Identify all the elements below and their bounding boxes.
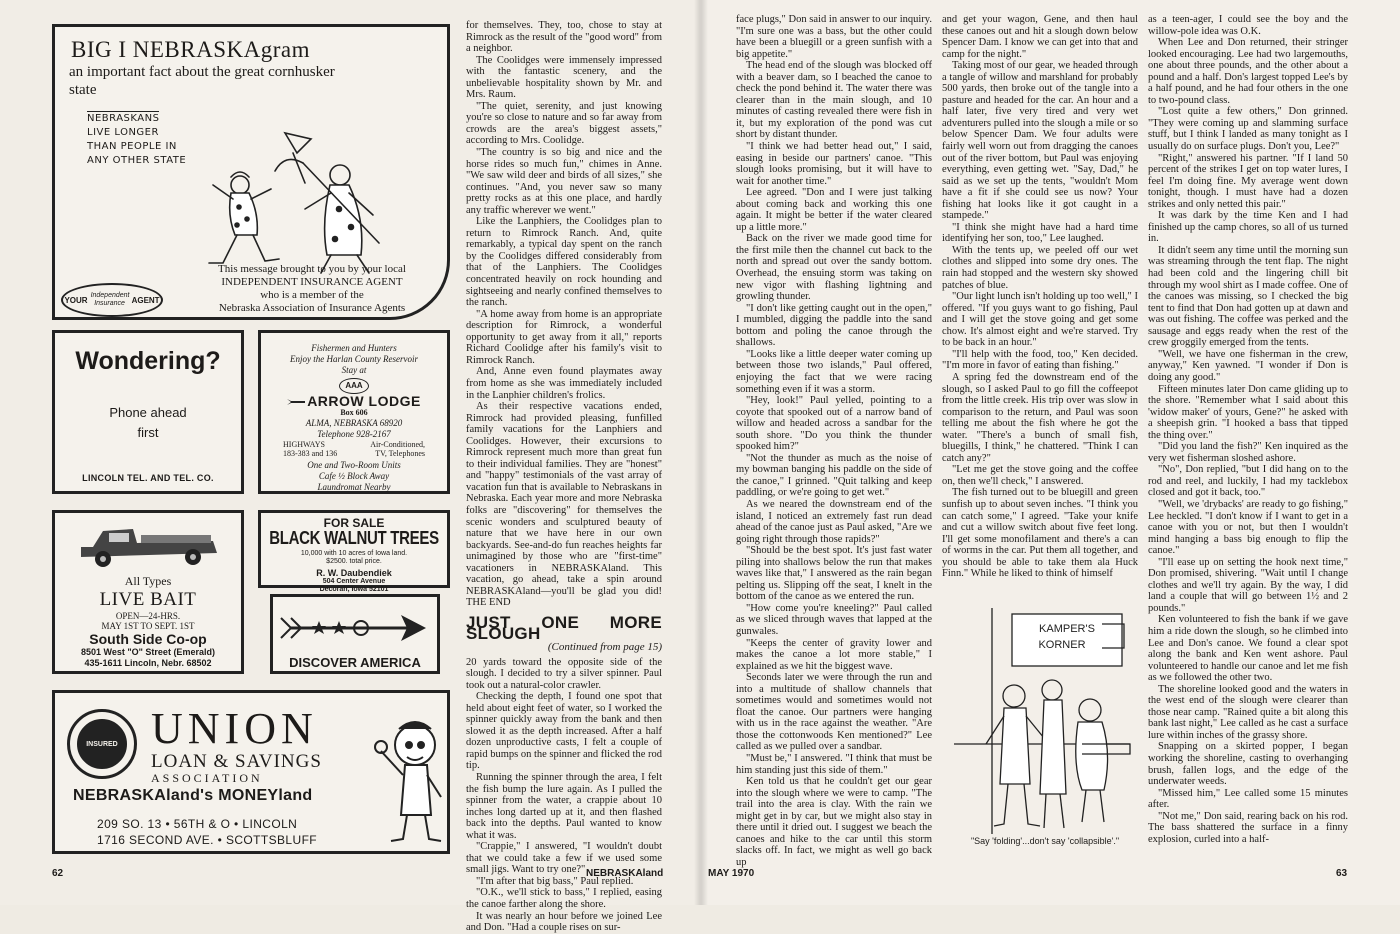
ad-subtitle: an important fact about the great cornhusker state xyxy=(69,64,335,98)
ad-line: FOR SALE xyxy=(323,516,385,530)
seal-text: Independent Insurance xyxy=(90,292,130,307)
paragraph: 20 yards toward the opposite side of the slough. I decided to try a silver spinner. Paul took out a natural-color crawler. xyxy=(466,656,662,691)
paragraph: as a teen-ager, I could see the boy and the willow-pole idea was O.K. xyxy=(1148,14,1348,37)
paragraph: "Missed him," Lee called some 15 minutes after. xyxy=(1148,787,1348,811)
address-line: Decorah, Iowa 52101 xyxy=(319,586,389,593)
paragraph: Taking most of our gear, we headed through a tangle of willow and marshland for probably 500 yards, then broke out of the tangle into a pasture and headed for the car. An hour and a half later, five very tired and very wet adventurers pulled into the slough a mile or so below Spencer Dam. We four adults were fairly well worn out from dragging the canoes out of the river bottom, but Paul was enjoying everything, even getting wet. "Say, Dad," he said as we set up the tents, "wouldn't Mom have a fit if she could see us now? Your fishing hat looks like it got caught in a stampede." xyxy=(942,60,1138,222)
article-column-1 xyxy=(466,20,662,934)
paragraph: Seconds later we were through the run and into a multitude of shallow channels that sometimes would and sometimes would not float the canoe. Our partners were hanging with us in the race against the weather. "Are those the cottonwoods Ken mentioned?" Lee called as we pulled over a sandbar. xyxy=(736,672,932,753)
ad-title: DISCOVER AMERICA xyxy=(289,655,421,670)
paragraph: Running the spinner through the area, I felt the fish bump the lure again. As I pulled the spinner from the water, a crappie about 10 inches long darted up at it, and then flashed back into the depths. Paul wanted to know what it was. xyxy=(466,772,662,841)
ad-title: UNION xyxy=(151,704,318,753)
features-row xyxy=(261,449,447,458)
article-text xyxy=(466,20,662,609)
hand-line: LIVE LONGER xyxy=(87,127,159,138)
seal-text: YOUR xyxy=(64,295,88,305)
lodge-name: ARROW LODGE xyxy=(307,393,421,409)
paragraph: When Lee and Don returned, their stringer looked encouraging. Lee had two largemouths, one about three pounds, and the other about a pound and a half. Don's largest topped Lee's by a half pound, and he had four others in the one to two-pound class. xyxy=(1148,37,1348,106)
article-column-2[interactable] xyxy=(736,14,932,870)
cartoon-caption: "Say 'folding'...don't say 'collapsible'." xyxy=(970,836,1120,846)
ad-line: OPEN—24-HRS. xyxy=(115,611,181,621)
paragraph: "A home away from home is an appropriate description for Rimrock, a wonderful opportunity to get away from it all," reports Richard Coolidge after his family's visit to Rimrock Ranch. xyxy=(466,308,662,366)
paragraph: "I think we had better head out," I said, easing in beside our partners' canoe. "This slough looks promising, but it will have to wait for another time." xyxy=(736,141,932,187)
paragraph: "Must be," I answered. "I think that must be him standing just this side of them." xyxy=(736,753,932,776)
paragraph: "The country is so big and nice and the horse rides so much fun," chimes in Anne. "We saw wild deer and birds of all sizes," she continues. "And, you never saw so many pretty rocks as at this one place, and hardly any traffic wherever we went." xyxy=(466,147,662,216)
ad-line: One and Two-Room Units xyxy=(307,460,401,470)
paragraph: "Well, we have one fisherman in the crew, anyway," Ken yawned. "I wonder if Don is doing any good." xyxy=(1148,348,1348,383)
hand-line: ANY OTHER STATE xyxy=(87,155,187,166)
magazine-name: NEBRASKAland xyxy=(586,868,664,879)
paragraph: "Hey, look!" Paul yelled, pointing to a coyote that spooked out of a narrow band of willow and headed across a sandbar for the south shore. "Do you think the thunder spooked him?" xyxy=(736,395,932,453)
paragraph: "O.K., we'll stick to bass," I replied, easing the canoe farther along the shore. xyxy=(466,887,662,911)
black-walnut-trees-ad xyxy=(258,510,450,593)
aaa-badge: AAA xyxy=(339,378,369,394)
continued-note: (Continued from page 15) xyxy=(547,640,662,653)
ad-line: Cafe ½ Block Away xyxy=(318,471,390,481)
message-line: This message brought to you by your local xyxy=(218,263,406,275)
paragraph: "Did you land the fish?" Ken inquired as the very wet fisherman sloshed ashore. xyxy=(1148,441,1348,464)
paragraph: "I don't like getting caught out in the open," I mumbled, digging the paddle into the sand bottom and poling the canoe through the shallows. xyxy=(736,302,932,349)
message-line: who is a member of the xyxy=(260,289,364,301)
paragraph: With the tents up, we peeled off our wet clothes and slipped into some dry ones. The rain had stopped and the western sky showed patches of blue. xyxy=(942,244,1138,291)
ad-line: Laundromat Nearby xyxy=(317,482,391,492)
hand-line: NEBRASKANS xyxy=(87,113,160,124)
ad-title: LIVE BAIT xyxy=(99,589,197,610)
paragraph: "Let me get the stove going and the coffee on, then we'll check," I answered. xyxy=(942,464,1138,487)
paragraph: "Lost quite a few others," Don grinned. "They were coming up and slamming surface stuff, but I think I landed as many tonight as I usually do on surface plugs. Don't you, Lee?" xyxy=(1148,106,1348,153)
paragraph: The shoreline looked good and the waters in the west end of the slough were clearer than those near camp. "Rained quite a bit along this bank last night," Lee called as he cast a surface lure within inches of the grassy shore. xyxy=(1148,683,1348,741)
feature: 183-383 and 136 xyxy=(283,449,338,458)
paragraph: "I'm after that big bass," Paul replied. xyxy=(476,875,634,887)
mascot-cartoon xyxy=(375,705,449,845)
pickup-truck-illustration xyxy=(73,517,223,569)
paragraph: Like the Lanphiers, the Coolidges plan to return to Rimrock Ranch. And, quite remarkably, a typical day spent on the ranch by the Coolidges differed considerably from that of the Lanphiers. The Coolidges concentrated heavily on rock hounding and sightseeing and nearly confined themselves to the ranch. xyxy=(466,216,662,309)
paragraph: It didn't seem any time until the morning sun was streaming through the tent flap. The night had been cold and the lingering chill bit through my wool shirt as I made coffee. One of the canoes was missing, so I checked the big tent to find that Don had gotten up at dawn and was out fishing. The coffee was perked and the sausage and eggs ready when the rest of the crew groggily emerged from the tents. xyxy=(1148,244,1348,349)
ad-line: Stay at xyxy=(341,365,367,375)
stars-arrow-logo xyxy=(281,603,431,653)
paragraph: Ken volunteered to fish the bank if we gave him a ride down the slough, so he climbed into Lee and Don's canoe. We found a clear spot along the bank and Ken went ashore. Paul volunteered to handle our canoe and let me fish as we followed the other two. xyxy=(1148,614,1348,684)
paragraph: The head end of the slough was blocked off with a beaver dam, so I beached the canoe to check the pond behind it. The water there was clearer than in the main slough, and 10 minutes of casting revealed there were fish in it, but my exploration of the pond was cut short by distant thunder. xyxy=(736,60,932,141)
ad-line: Enjoy the Harlan County Reservoir xyxy=(290,354,418,364)
paragraph: It was nearly an hour before we joined Lee and Don. "Had a couple rises on sur- xyxy=(466,910,662,934)
hand-line: THAN PEOPLE IN xyxy=(87,141,177,152)
paragraph: "The quiet, serenity, and just knowing you're so close to nature and so far away from crowds are the area's biggest assets," according to Mrs. Coolidge. xyxy=(466,100,662,147)
issue-date: MAY 1970 xyxy=(708,868,755,879)
lodge-name-row xyxy=(261,393,447,409)
paragraph: "No", Don replied, "but I did hang on to the rod and reel, and luckily, I had my tacklebox closed and got it back, too." xyxy=(1148,464,1348,499)
paragraph: "Keeps the center of gravity lower and makes the canoe a lot more stable," I explained as we hit the biggest wave. xyxy=(736,637,932,672)
message-line: INDEPENDENT INSURANCE AGENT xyxy=(221,276,403,288)
seal-text: INSURED xyxy=(77,719,127,769)
cartoon-sign-line: KAMPER'S xyxy=(1039,623,1095,635)
ad-line: Fishermen and Hunters xyxy=(311,343,397,353)
article-heading: JUST ONE MORE SLOUGH xyxy=(466,612,662,644)
ad-line: MAY 1ST TO SEPT. 1ST xyxy=(101,621,195,631)
ad-line: Phone ahead xyxy=(109,405,187,420)
address-line: 435-1611 Lincoln, Nebr. 68502 xyxy=(84,658,212,668)
article-column-3 xyxy=(942,14,1138,594)
features-row xyxy=(261,440,447,449)
paragraph: "Right," answered his partner. "If I land 50 percent of the strikes I get on top water lures, I feel I'm doing fine. My average went down tonight, though. I must have had a dozen strikes and only netted this pair." xyxy=(1148,152,1348,210)
big-i-nebraskagram-ad xyxy=(52,24,450,320)
paragraph: "I'll help with the food, too," Ken decided. "I'm more in favor of eating than fishing." xyxy=(942,348,1138,372)
insured-seal xyxy=(67,709,137,779)
ad-line: Box 606 xyxy=(340,408,368,417)
page-number: 63 xyxy=(1336,868,1348,879)
article-column-4 xyxy=(1148,14,1348,878)
paragraph: Ken told us that he couldn't get our gear into the slough where we were to camp. "The trail into the area is clay. With the rain we might get in by car, but we might also stay in there until it dried out. I suggest we beach the canoes and hike to the car until this storm slacks off. In fact, we might as well go back up xyxy=(736,776,932,868)
address-line: 209 SO. 13 • 56TH & O • LINCOLN xyxy=(97,817,298,831)
paragraph: and get your wagon, Gene, and then haul these canoes out and hit a slough down below Spencer Dam. I know we can get into that and camp for the night." xyxy=(942,14,1138,60)
paragraph: It was dark by the time Ken and I had finished up the camp chores, so all of us turned in. xyxy=(1148,210,1348,245)
ad-footer: LINCOLN TEL. AND TEL. CO. xyxy=(82,473,214,483)
paragraph: "Our light lunch isn't holding up too well," I offered. "If you guys want to go fishing, Paul and I will get the stove going and get some chow. It's almost eight and we're starved. Try to be back in an hour." xyxy=(942,291,1138,349)
paragraph: "Should be the best spot. It's just fast water piling into shallows below the run that makes waves like that," I answered as the rain began pelting us. Slipping off the seat, I knelt in the bottom of the canoe as we entered the run. xyxy=(736,545,932,603)
address-line: 8501 West "O" Street (Emerald) xyxy=(81,647,215,657)
ad-line: $2500. total price. xyxy=(326,558,382,565)
paragraph: Lee agreed. "Don and I were just talking about coming back and working this one again. It might be better if the water cleared up a little more." xyxy=(736,187,932,233)
death-chasing-cartoon-illustration xyxy=(135,123,415,283)
paragraph: Back on the river we made good time for the first mile then the channel cut back to the north and spread out over the sandy bottom. Overhead, the ensuing storm was taking on new vigor with flashing lightning and growling thunder. xyxy=(736,233,932,303)
page-number: 62 xyxy=(52,868,64,879)
paragraph: "Crappie," I answered, "I wouldn't doubt that we could take a few if we used some small jigs. Want to try one?" xyxy=(466,841,662,876)
union-loan-savings-ad xyxy=(52,690,450,854)
ad-line: ALMA, NEBRASKA 68920 xyxy=(305,418,403,428)
paragraph: "Not me," Don said, rearing back on his rod. The bass shattered the surface in a finny explosion, curled into a half- xyxy=(1148,810,1348,845)
paragraph: Snapping on a skirted popper, I began working the shoreline, casting to overhanging brush, fallen logs, and the edge of the underwater weeds. xyxy=(1148,741,1348,788)
ad-slogan: NEBRASKAland's MONEYland xyxy=(73,787,313,804)
feature: HIGHWAYS xyxy=(283,440,325,449)
paragraph: face plugs," Don said in answer to our inquiry. "I'm sure one was a bass, but the other could have been a bluegill or a green sunfish with a big appetite." xyxy=(736,14,932,60)
seal-text: AGENT xyxy=(131,295,160,305)
address-line: 1716 SECOND AVE. • SCOTTSBLUFF xyxy=(97,833,318,847)
paragraph: And, Anne even found playmates away from home as she was immediately included in the Lanphier children's frolics. xyxy=(466,366,662,401)
paragraph: As we neared the downstream end of the island, I noticed an extremely fast run dead ahead of the canoe just as Paul asked, "Are we going right through those rapids?" xyxy=(736,498,932,545)
paragraph: As their respective vacations ended, Rimrock had provided pleasing, funfilled family vacations for the Lanphiers and Coolidges. However, their excursions to Rimrock represent much more than great fun to their individual families. They are "honest" and "happy" testimonials of the vast array of vacation fun that is available to Nebraskans in Nebraska. Each year more and more Nebraska folks are "discovering" for themselves the scenic wonders and sculptured beauty of nature that we have here in our own backyards. See-and-do fun reaches heights far unimagined by those who are "first-time" vacationers in NEBRASKAland. This vacation, go ahead, take a spin around NEBRASKAland—you'll be glad you did! THE END xyxy=(466,401,662,609)
ad-line: Telephone 928-2167 xyxy=(317,429,391,439)
ad-title: BIG I NEBRASKAgram xyxy=(71,37,310,62)
independent-agent-seal xyxy=(61,283,163,317)
article-text xyxy=(466,657,662,934)
ad-message xyxy=(181,263,443,315)
message-line: Nebraska Association of Insurance Agents xyxy=(218,302,406,314)
seller-name: R. W. Daubendiek xyxy=(316,568,392,578)
paragraph: "I think she might have had a hard time identifying her son, too," Lee laughed. xyxy=(942,221,1138,245)
paragraph: A spring fed the downstream end of the slough, so I asked Paul to go fill the coffeepot from the little creek. His trip over was slow in comparison to the return, and Paul was soon telling me about the fish where he got the water. "There's a bunch of small fish, bluegills, I think," he chattered. "Think I can catch any?" xyxy=(942,371,1138,464)
feature: Air-Conditioned, xyxy=(370,440,425,449)
paragraph: "How come you're kneeling?" Paul called as we sliced through waves that lapped at the gunwales. xyxy=(736,602,932,637)
kampers-korner-cartoon xyxy=(952,604,1132,854)
address-line: 504 Center Avenue xyxy=(322,578,386,585)
paragraph: Fifteen minutes later Don came gliding up to the shore. "Remember what I said about this 'widow maker' of yours, Gene?" he asked with a sheepish grin. "I hooked a bass that tipped the thing over." xyxy=(1148,383,1348,441)
paragraph: "Looks like a little deeper water coming up between those two islands," Paul offered, enjoying the fact that we were racing something even if it was a storm. xyxy=(736,348,932,395)
paragraph: "Well, we 'drybacks' are ready to go fishing," Lee heckled. "I don't know if I want to get in a canoe with you or not, but then I wouldn't mind hanging a bass big enough to flip the canoe." xyxy=(1148,498,1348,557)
cartoon-sign-line: KORNER xyxy=(1038,639,1086,651)
ad-title: BLACK WALNUT TREES xyxy=(269,528,439,549)
ad-subtitle: ASSOCIATION xyxy=(151,771,263,785)
live-bait-ad xyxy=(52,510,244,674)
arrow-icon xyxy=(287,397,305,407)
ad-title: Wondering? xyxy=(75,347,221,375)
arrow-lodge-ad xyxy=(258,330,450,494)
feature: TV, Telephones xyxy=(375,449,425,458)
page-gutter xyxy=(694,0,708,905)
business-name: South Side Co-op xyxy=(89,631,207,647)
ad-line: first xyxy=(137,425,159,440)
paragraph: "Not the thunder as much as the noise of my bowman banging his paddle on the side of the canoe," I grinned. "Quit talking and keep paddling, or we're going to get wet." xyxy=(736,452,932,499)
paragraph: Checking the depth, I found one spot that held about eight feet of water, so I worked the spinner quickly away from the bank and then slowed it as the depth increased. After a half dozen unproductive casts, I felt a couple of rapid bumps on the spinner and flicked the rod tip. xyxy=(466,691,662,772)
paragraph: The Coolidges were immensely impressed with the fantastic scenery, and the unbelievable hospitality shown by Mr. and Mrs. Raum. xyxy=(466,54,662,101)
ad-line: 10,000 with 10 acres of Iowa land. xyxy=(300,550,408,557)
ad-subtitle: LOAN & SAVINGS xyxy=(151,751,322,772)
paragraph: "I'll ease up on setting the hook next time," Don promised, shivering. "Wait until I change clothes and we'll try again. By the way, I did land a couple that will go between 1½ and 2 pounds." xyxy=(1148,556,1348,614)
wondering-phone-ad xyxy=(52,330,244,494)
paragraph: The fish turned out to be bluegill and green sunfish up to about seven inches. "I think you can catch some," I agreed. "Take your knife and cut a willow switch about five feet long. I'll get some monofilament and there's a can of worms in the car. Put them all together, and you should be able to take them ala Huck Finn." While he liked to think of himself xyxy=(942,487,1138,580)
discover-america-ad xyxy=(270,594,440,674)
paragraph: for themselves. They, too, chose to stay at Rimrock as the result of the "good word" from a neighbor. xyxy=(466,20,662,55)
ad-line: All Types xyxy=(124,574,172,588)
